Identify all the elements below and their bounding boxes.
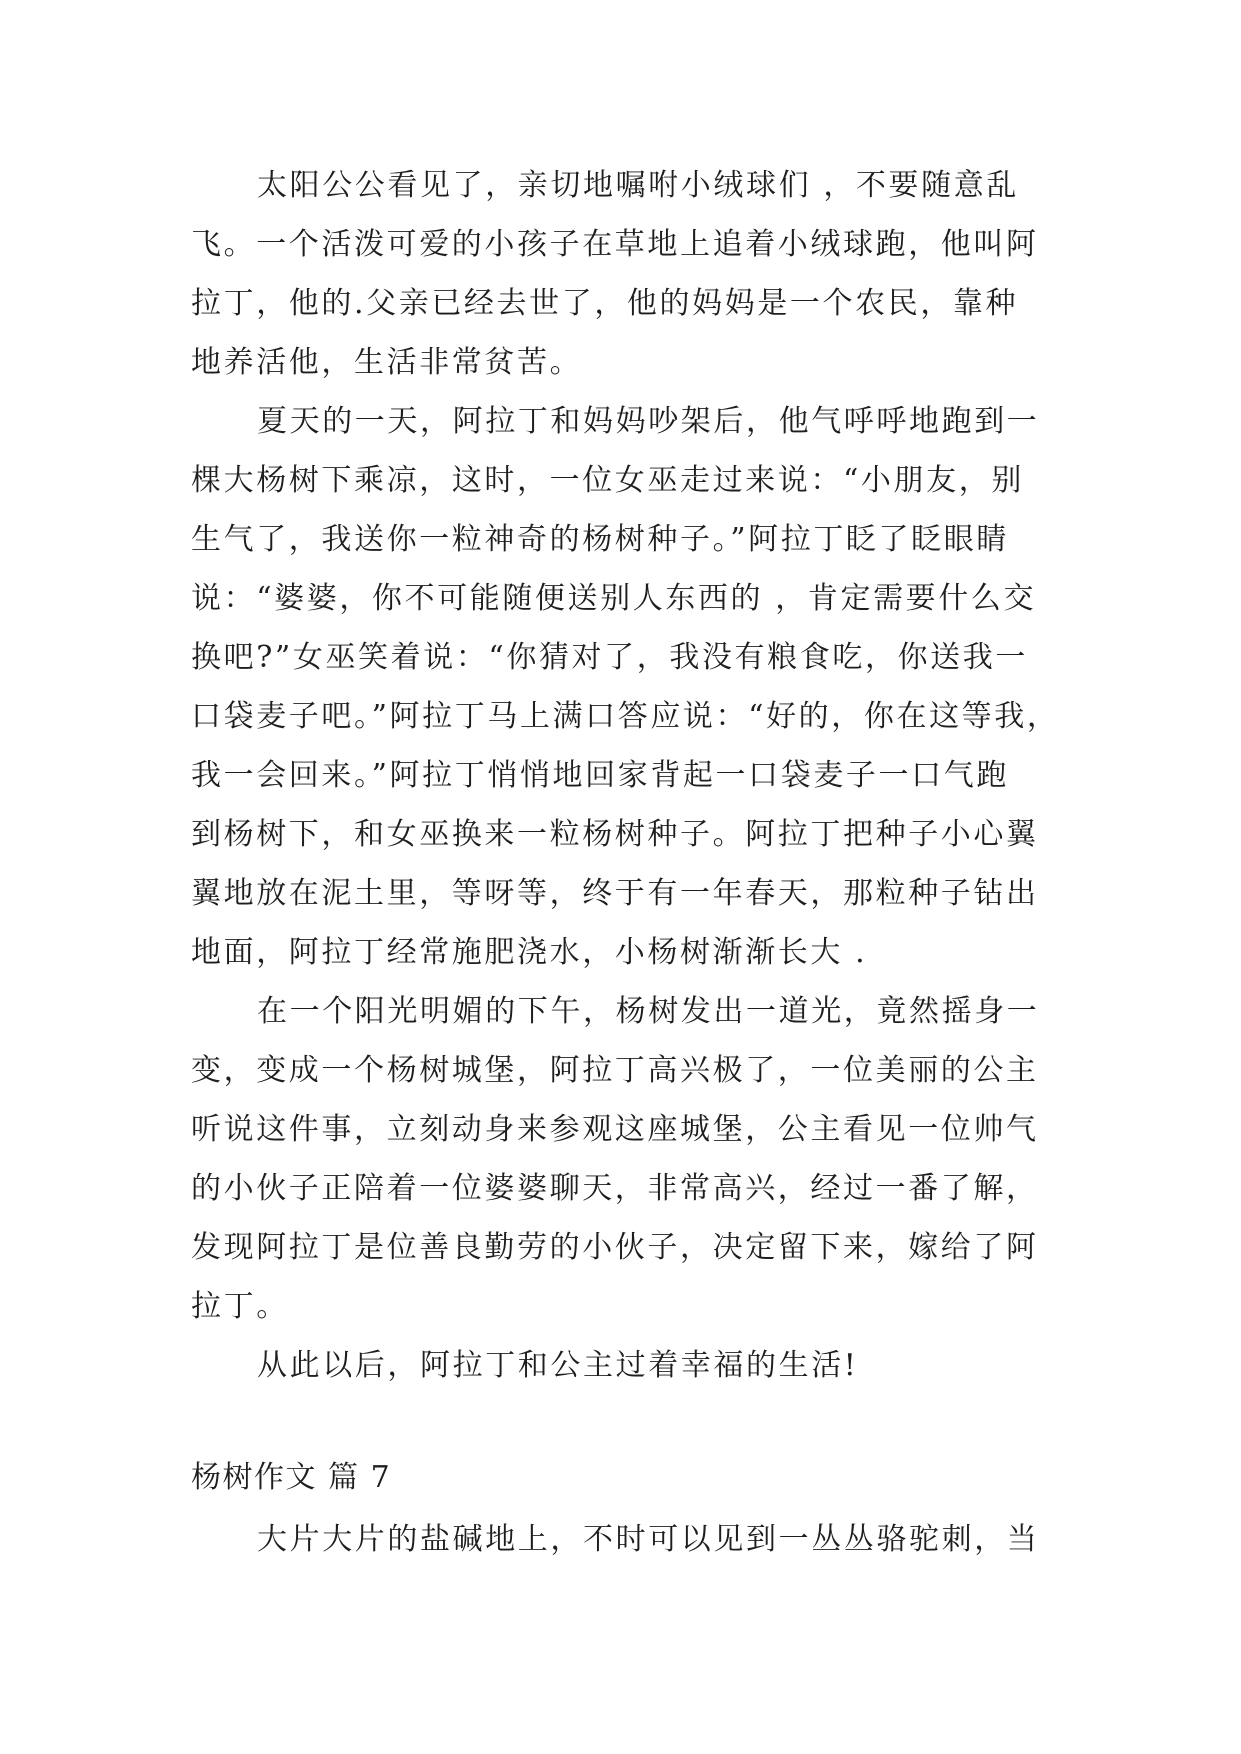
text-line: 说：“婆婆，你不可能随便送别人东西的 ，肯定需要什么交 xyxy=(191,581,1037,616)
text-line: 拉丁，他的.父亲已经去世了，他的妈妈是一个农民，靠种 xyxy=(191,286,1019,321)
text-line: 换吧?”女巫笑着说：“你猜对了，我没有粮食吃，你送我一 xyxy=(191,640,1028,675)
text-line: 翼地放在泥土里，等呀等，终于有一年春天，那粒种子钻出 xyxy=(191,876,1039,911)
text-line: 棵大杨树下乘凉，这时，一位女巫走过来说：“小朋友，别 xyxy=(191,463,1024,498)
text-line: 到杨树下，和女巫换来一粒杨树种子。阿拉丁把种子小心翼 xyxy=(191,817,1039,852)
text-line: 听说这件事，立刻动身来参观这座城堡，公主看见一位帅气 xyxy=(191,1112,1039,1147)
text-line: 拉丁。 xyxy=(191,1289,289,1324)
text-line: 太阳公公看见了，亲切地嘱咐小绒球们 ，不要随意乱 xyxy=(257,168,1019,203)
text-line: 在一个阳光明媚的下午，杨树发出一道光，竟然摇身一 xyxy=(257,994,1040,1029)
text-line: 大片大片的盐碱地上，不时可以见到一丛丛骆驼刺，当 xyxy=(257,1522,1040,1557)
text-line: 从此以后，阿拉丁和公主过着幸福的生活! xyxy=(257,1348,859,1383)
text-line: 地面，阿拉丁经常施肥浇水，小杨树渐渐长大 . xyxy=(191,935,868,970)
section-heading: 杨树作文 篇 7 xyxy=(191,1460,392,1495)
text-line: 夏天的一天，阿拉丁和妈妈吵架后，他气呼呼地跑到一 xyxy=(257,404,1040,439)
text-line: 我一会回来。”阿拉丁悄悄地回家背起一口袋麦子一口气跑 xyxy=(191,758,1009,793)
text-line: 的小伙子正陪着一位婆婆聊天，非常高兴，经过一番了解， xyxy=(191,1171,1039,1206)
text-line: 变，变成一个杨树城堡，阿拉丁高兴极了，一位美丽的公主 xyxy=(191,1053,1039,1088)
text-line: 发现阿拉丁是位善良勤劳的小伙子，决定留下来，嫁给了阿 xyxy=(191,1230,1039,1265)
text-line: 口袋麦子吧。”阿拉丁马上满口答应说：“好的，你在这等我， xyxy=(191,699,1060,734)
text-line: 飞。一个活泼可爱的小孩子在草地上追着小绒球跑，他叫阿 xyxy=(191,227,1039,262)
text-line: 地养活他，生活非常贫苦。 xyxy=(191,345,583,380)
text-line: 生气了，我送你一粒神奇的杨树种子。”阿拉丁眨了眨眼睛 xyxy=(191,522,1009,557)
